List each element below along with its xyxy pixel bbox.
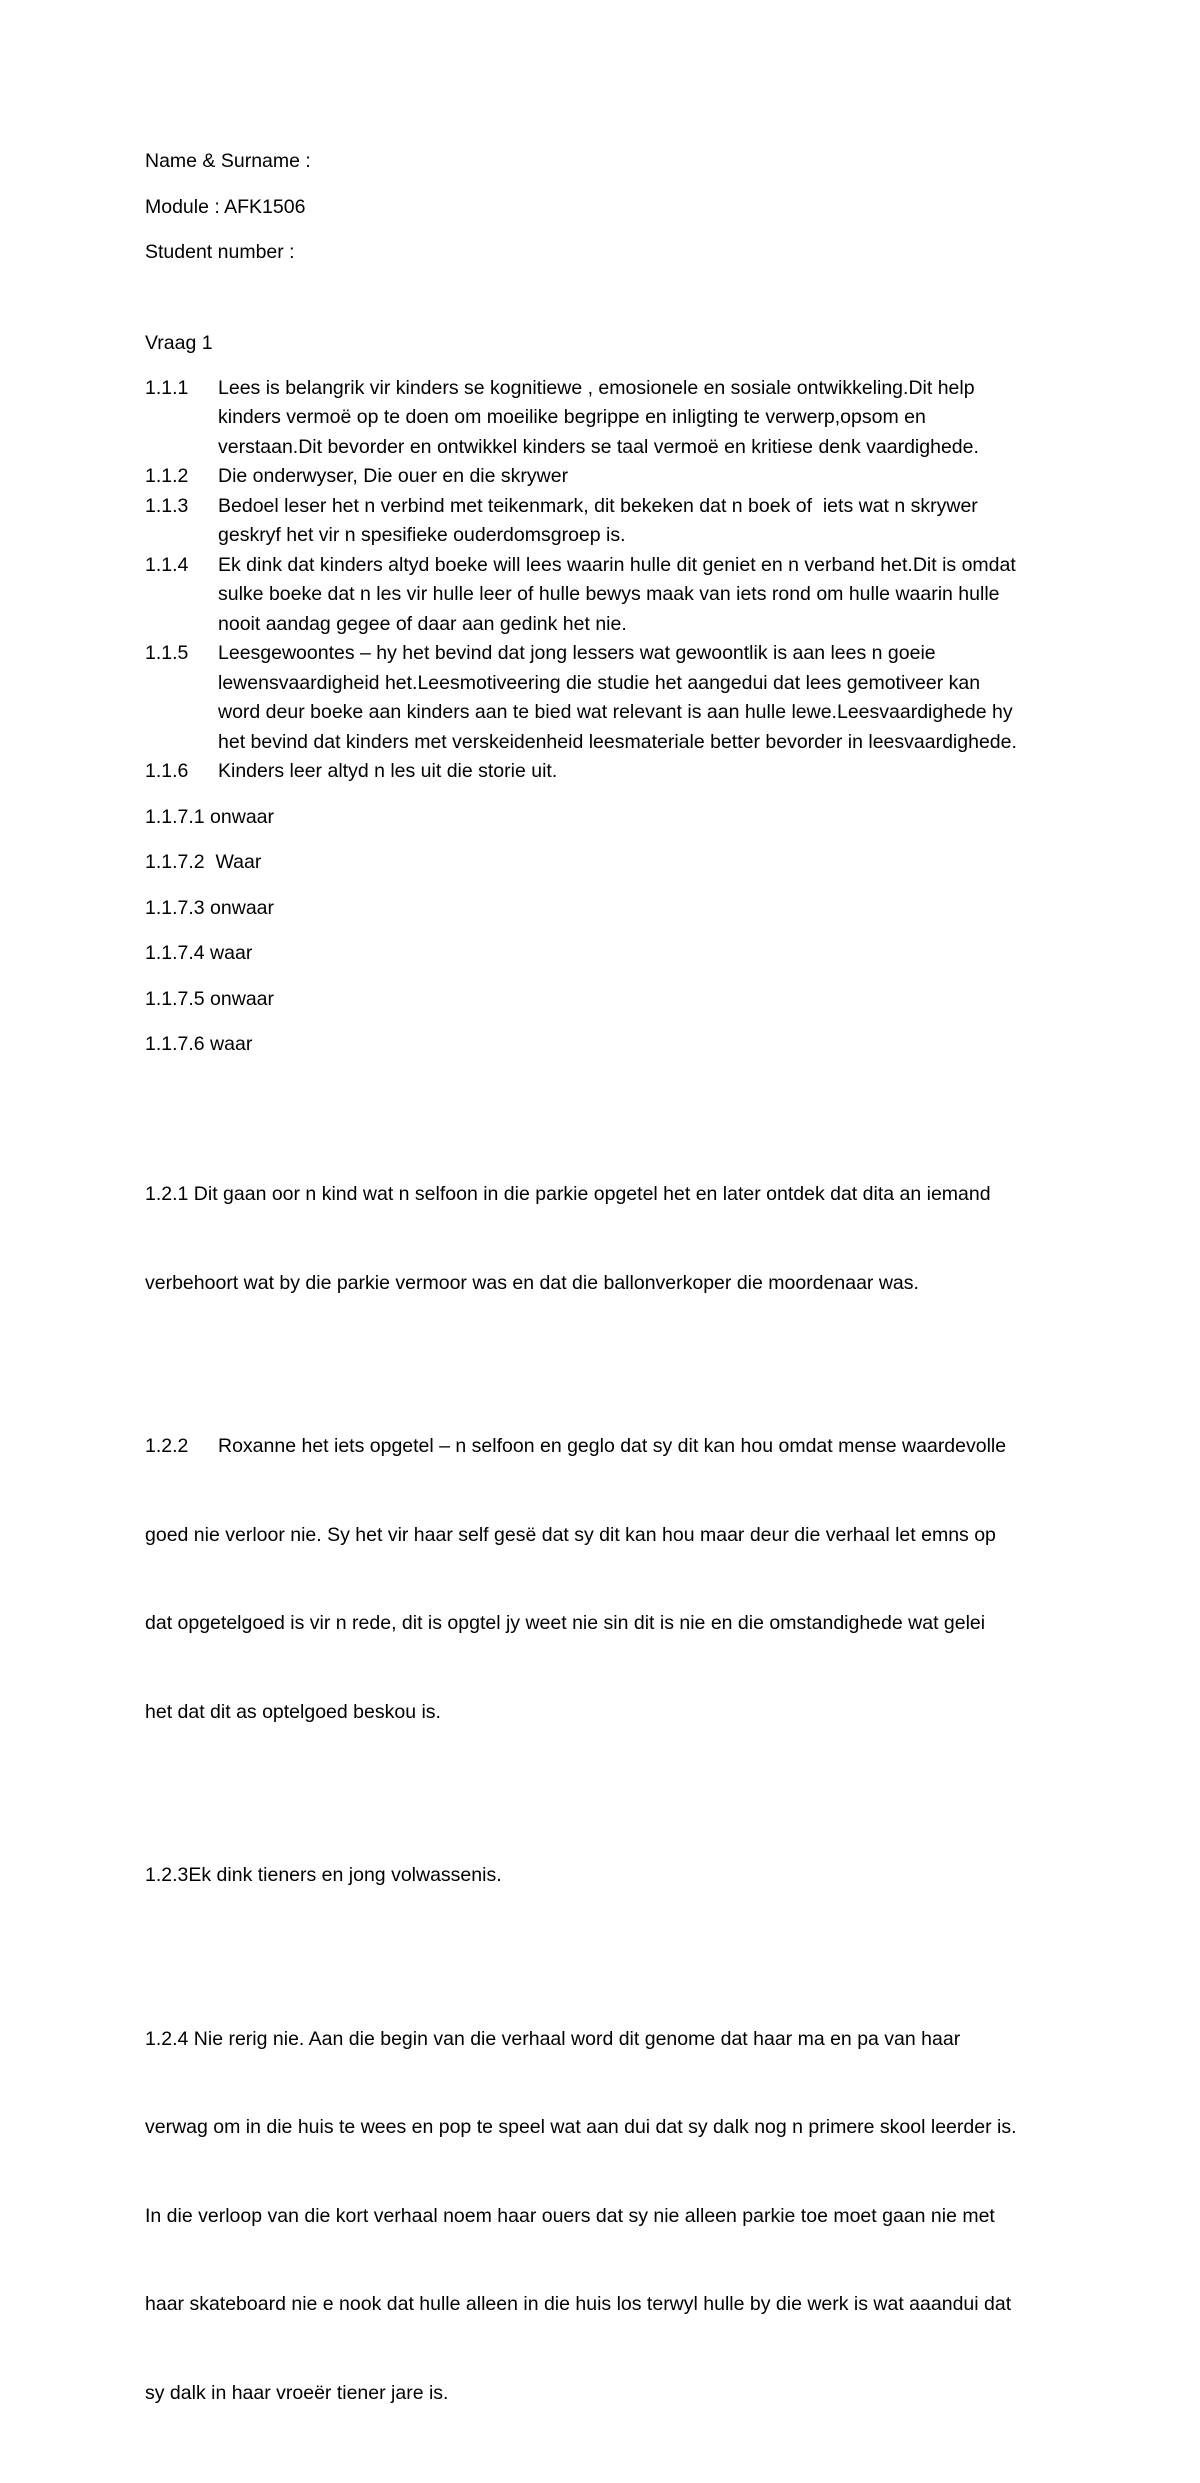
document-body — [145, 147, 1125, 2483]
answer-line: lewensvaardigheid het.Leesmotiveering die studie het aangedui dat lees gemotiveer kan — [218, 671, 981, 694]
paragraph-line: verwag om in die huis te wees en pop te speel wat aan dui dat sy dalk nog n primere skool leerder is. — [145, 2116, 1017, 2138]
answer-line: Bedoel leser het n verbind met teikenmark, dit bekeken dat n boek of iets wat n skrywer — [218, 494, 978, 517]
answer-1-1-1 — [145, 374, 1125, 463]
answer-number: 1.1.2 — [145, 465, 189, 487]
answer-line: kinders vermoë op te doen om moeilike begrippe en inligting te verwerp,opsom en — [218, 406, 926, 428]
answer-number: 1.1.1 — [145, 376, 189, 399]
answer-number: 1.1.6 — [145, 760, 189, 782]
answer-1-1-7-3: 1.1.7.3 onwaar — [145, 896, 275, 919]
answer-line: Ek dink dat kinders altyd boeke will lees waarin hulle dit geniet en n verband het.Dit is omdat — [218, 553, 1016, 576]
answer-1-1-4 — [145, 551, 1125, 640]
answer-number: 1.2.2 — [145, 1435, 189, 1457]
answer-line: het bevind dat kinders met verskeidenheid leesmateriale better bevorder in leesvaardighede. — [218, 730, 1017, 753]
answer-line: geskryf het vir n spesifieke ouderdomsgroep is. — [218, 524, 626, 546]
answer-line: Kinders leer altyd n les uit die storie uit. — [218, 760, 558, 782]
answer-line: Die onderwyser, Die ouer en die skrywer — [218, 465, 569, 487]
paragraph-line: dat opgetelgoed is vir n rede, dit is opgtel jy weet nie sin dit is nie en die omstandighede wat gelei — [145, 1612, 986, 1634]
answer-list-1-1 — [145, 374, 1125, 787]
answer-1-2-3 — [145, 1802, 1125, 1950]
paragraph-line: 1.2.3Ek dink tieners en jong volwassenis. — [145, 1864, 502, 1886]
paragraph-line: 1.2.4 Nie rerig nie. Aan die begin van die verhaal word dit genome dat haar ma en pa van haar — [145, 2027, 961, 2050]
paragraph-line: sy dalk in haar vroeër tiener jare is. — [145, 2381, 449, 2404]
answer-text — [218, 462, 1125, 492]
paragraph-line: haar skateboard nie e nook dat hulle alleen in die huis los terwyl hulle by die werk is wat aaandui dat — [145, 2293, 1012, 2315]
answer-1-2-2 — [145, 1373, 1125, 1786]
name-surname-line: Name & Surname : — [145, 150, 311, 172]
answer-text — [218, 639, 1125, 757]
answer-1-1-7-5: 1.1.7.5 onwaar — [145, 987, 275, 1010]
answer-number: 1.1.4 — [145, 553, 189, 576]
paragraph-line-text: Roxanne het iets opgetel – n selfoon en geglo dat sy dit kan hou omdat mense waardevolle — [218, 1435, 1007, 1457]
answer-1-1-7-1: 1.1.7.1 onwaar — [145, 805, 275, 828]
blank-line — [145, 1076, 1125, 1106]
answer-text — [218, 492, 1125, 551]
answer-1-2-4 — [145, 1966, 1125, 2468]
answer-number: 1.1.5 — [145, 642, 189, 664]
answer-1-1-3 — [145, 492, 1125, 551]
answer-1-1-7-2: 1.1.7.2 Waar — [145, 851, 262, 873]
answer-1-2-1 — [145, 1121, 1125, 1357]
student-number-line: Student number : — [145, 241, 295, 263]
question-heading: Vraag 1 — [145, 332, 213, 354]
answer-text — [218, 757, 1125, 787]
answer-line: Leesgewoontes – hy het bevind dat jong lessers wat gewoontlik is aan lees n goeie — [218, 642, 936, 664]
answer-1-1-7-6: 1.1.7.6 waar — [145, 1033, 253, 1055]
answer-line: verstaan.Dit bevorder en ontwikkel kinders se taal vermoë en kritiese denk vaardighede. — [218, 435, 979, 458]
paragraph-line: goed nie verloor nie. Sy het vir haar self gesë dat sy dit kan hou maar deur die verhaal let emns op — [145, 1523, 996, 1546]
answer-1-1-2 — [145, 462, 1125, 492]
answer-line: nooit aandag gegee of daar aan gedink het nie. — [218, 612, 627, 635]
answer-line: Lees is belangrik vir kinders se kognitiewe , emosionele en sosiale ontwikkeling.Dit help — [218, 376, 975, 399]
paragraph-line: het dat dit as optelgoed beskou is. — [145, 1700, 441, 1723]
answer-1-1-6 — [145, 757, 1125, 787]
answer-text — [218, 551, 1125, 640]
answer-text — [218, 374, 1125, 463]
answer-1-1-7-4: 1.1.7.4 waar — [145, 942, 253, 964]
paragraph-line: 1.2.1 Dit gaan oor n kind wat n selfoon in die parkie opgetel het en later ontdek dat dita an iemand — [145, 1183, 991, 1205]
answer-number: 1.1.3 — [145, 494, 189, 517]
answer-line: sulke boeke dat n les vir hulle leer of hulle bewys maak van iets rond om hulle waarin hulle — [218, 583, 1000, 605]
module-line: Module : AFK1506 — [145, 195, 306, 218]
answer-1-1-5 — [145, 639, 1125, 757]
blank-line — [145, 284, 1125, 314]
paragraph-line — [145, 1432, 1125, 1462]
paragraph-line: verbehoort wat by die parkie vermoor was en dat die ballonverkoper die moordenaar was. — [145, 1271, 919, 1294]
paragraph-line: In die verloop van die kort verhaal noem haar ouers dat sy nie alleen parkie toe moet gaan nie met — [145, 2204, 995, 2227]
answer-line: word deur boeke aan kinders aan te bied wat relevant is aan hulle lewe.Leesvaardighede hy — [218, 701, 1013, 723]
